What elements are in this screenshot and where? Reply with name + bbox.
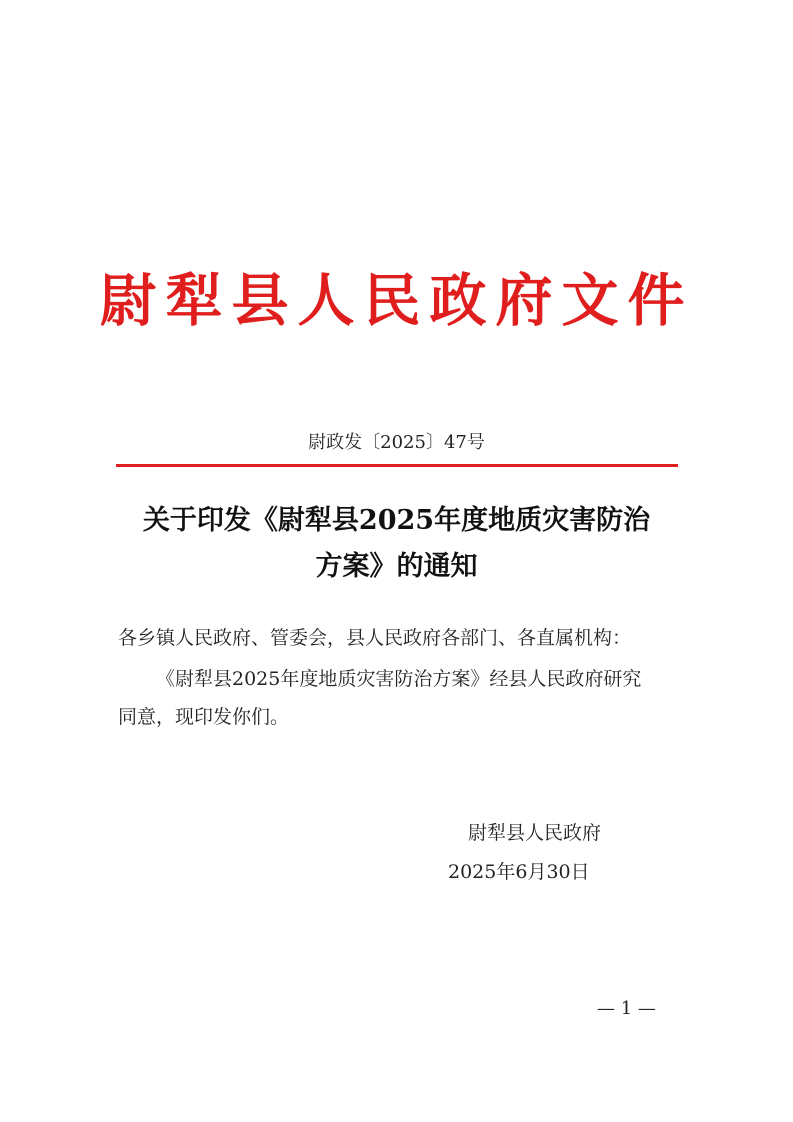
- issuer-title: 尉犁县人民政府文件: [99, 267, 694, 334]
- salutation: 各乡镇人民政府、管委会，县人民政府各部门、各直属机构：: [118, 627, 632, 649]
- document-number: 尉政发〔2025〕47号: [308, 432, 485, 453]
- document-title: [100, 498, 693, 590]
- signer: 尉犁县人民政府: [468, 822, 602, 844]
- title-line-2: 方案》的通知: [315, 551, 478, 582]
- body-paragraph: [118, 660, 683, 736]
- issue-date: 2025年6月30日: [448, 861, 590, 883]
- body-line-2: 同意，现印发你们。: [118, 706, 290, 728]
- page-number: — 1 —: [597, 998, 656, 1019]
- title-line-1: 关于印发《尉犁县2025年度地质灾害防治: [142, 505, 651, 536]
- body-line-1: 《尉犁县2025年度地质灾害防治方案》经县人民政府研究: [156, 668, 642, 690]
- red-separator-line: [116, 464, 678, 467]
